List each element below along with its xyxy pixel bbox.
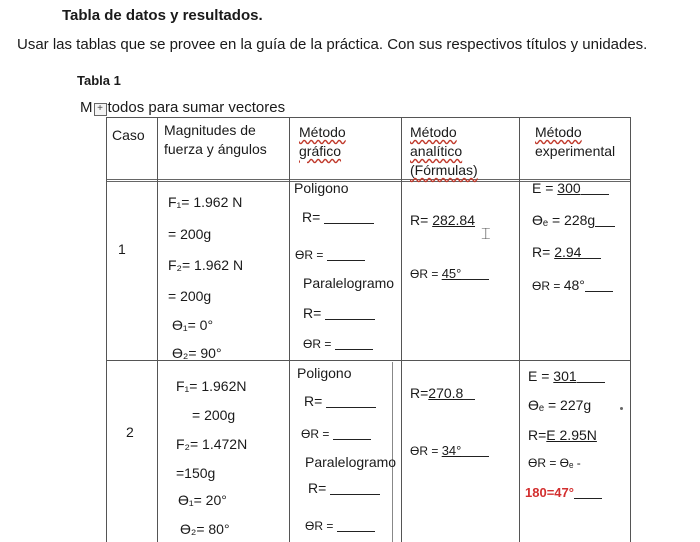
row2-grafico-theta2-label: ϴR =	[305, 519, 334, 533]
header-analitico-line3: (Fórmulas)	[410, 162, 478, 178]
row1-grafico-poligono: Poligono	[294, 180, 349, 196]
row1-analitico-r	[410, 212, 475, 228]
document-title: Tabla de datos y resultados.	[62, 7, 263, 24]
row2-grafico-paralelogramo: Paralelogramo	[305, 454, 397, 470]
row2-analitico-theta-label: ϴR =	[410, 444, 439, 458]
row2-exp-theta: ϴR = ϴₑ -	[528, 456, 581, 470]
row2-magnitude-4: =150g	[176, 465, 216, 481]
row1-exp-e-value: 300	[557, 180, 581, 196]
row2-exp-e	[528, 368, 605, 384]
row1-grafico-r2	[303, 305, 375, 321]
header-magnitudes-line2: fuerza y ángulos	[164, 141, 267, 157]
row1-caso: 1	[118, 241, 126, 257]
table-move-handle-icon[interactable]: +	[94, 103, 107, 116]
row1-grafico-r-label: R=	[302, 209, 321, 225]
row2-exp-r-value: E 2.95N	[546, 427, 597, 443]
table-col-divider-4	[519, 117, 520, 542]
row2-grafico-theta2-blank[interactable]	[337, 519, 375, 532]
row1-exp-e-label: E =	[532, 180, 554, 196]
row1-grafico-theta2-label: ϴR =	[303, 337, 332, 351]
row1-analitico-theta-value: 45°	[441, 266, 462, 281]
row2-grafico-poligono: Poligono	[297, 365, 352, 381]
row2-exp-e-value: 301	[553, 368, 577, 384]
row1-analitico-theta-blank[interactable]	[461, 267, 489, 280]
row1-grafico-theta2	[303, 337, 373, 351]
instructions-text: Usar las tablas que se provee en la guía de la práctica. Con sus respectivos títulos y unidades.	[17, 36, 648, 53]
row1-grafico-theta	[295, 248, 365, 262]
row1-grafico-r-blank[interactable]	[324, 211, 374, 224]
row2-exp-extra-blank[interactable]	[574, 486, 602, 499]
row2-grafico-theta-label: ϴR =	[301, 427, 330, 441]
text-cursor-icon: ⌶	[481, 226, 491, 243]
header-experimental-line2: experimental	[535, 143, 616, 159]
table-inner-divider	[392, 362, 393, 542]
table-col-divider-2	[289, 117, 290, 542]
row1-analitico-r-label: R=	[410, 212, 429, 228]
row1-magnitude-1: F₁= 1.962 N	[168, 194, 243, 210]
caption-prefix: M	[80, 99, 93, 116]
row2-magnitude-1: F₁= 1.962N	[176, 378, 247, 394]
row1-magnitude-5: ϴ₁= 0°	[172, 317, 214, 333]
row2-magnitude-3: F₂= 1.472N	[176, 436, 248, 452]
row2-exp-theta-e: ϴₑ = 227g	[528, 397, 592, 413]
row2-grafico-r-blank[interactable]	[326, 395, 376, 408]
row1-grafico-theta-blank[interactable]	[327, 248, 365, 261]
row2-grafico-r2-label: R=	[308, 480, 327, 496]
row1-analitico-theta-label: ϴR =	[410, 267, 439, 281]
row2-analitico-r	[410, 385, 475, 401]
row2-exp-extra	[525, 485, 602, 500]
row2-exp-r	[528, 427, 597, 443]
row1-exp-theta-value: 48°	[563, 277, 585, 293]
row1-exp-theta-e-text: ϴₑ = 228g	[532, 212, 596, 228]
row1-grafico-r2-blank[interactable]	[325, 307, 375, 320]
row2-grafico-theta2	[305, 519, 375, 533]
row2-analitico-theta	[410, 443, 489, 458]
row2-caso: 2	[126, 424, 134, 440]
row1-magnitude-3: F₂= 1.962 N	[168, 257, 244, 273]
row2-analitico-theta-blank[interactable]	[461, 444, 489, 457]
header-caso: Caso	[112, 127, 145, 143]
row2-exp-extra-text: 180=47°	[525, 485, 574, 500]
row2-exp-r-label: R=	[528, 427, 547, 443]
row1-exp-theta-blank[interactable]	[585, 279, 613, 292]
stray-dot	[620, 407, 623, 410]
row2-grafico-r2	[308, 480, 380, 496]
row1-grafico-theta2-blank[interactable]	[335, 337, 373, 350]
header-grafico-line2: gráfico	[299, 143, 342, 159]
row1-exp-theta	[532, 277, 613, 293]
row1-grafico-r2-label: R=	[303, 305, 322, 321]
row2-analitico-r-value: 270.8	[428, 385, 464, 401]
table-left-border	[106, 117, 107, 542]
header-magnitudes-line1: Magnitudes de	[164, 122, 256, 138]
row1-grafico-r	[302, 209, 374, 225]
row1-magnitude-2: = 200g	[168, 226, 212, 242]
header-analitico-line2: analítico	[410, 143, 463, 159]
row1-exp-r-value: 2.94	[554, 244, 582, 260]
row1-grafico-theta-label: ϴR =	[295, 248, 324, 262]
row2-magnitude-2: = 200g	[192, 407, 236, 423]
row1-magnitude-4: = 200g	[168, 288, 212, 304]
row1-exp-e-blank[interactable]	[581, 182, 609, 195]
row1-analitico-theta	[410, 266, 489, 281]
row2-grafico-r-label: R=	[304, 393, 323, 409]
row2-exp-e-label: E =	[528, 368, 550, 384]
header-experimental-line1: Método	[535, 124, 582, 140]
row1-exp-r-blank[interactable]	[581, 246, 601, 259]
row2-grafico-theta	[301, 427, 371, 441]
header-grafico-line1: Método	[299, 124, 346, 140]
table-col-divider-1	[157, 117, 158, 542]
header-analitico-line1: Método	[410, 124, 457, 140]
row1-analitico-r-value: 282.84	[432, 212, 476, 228]
table-caption	[80, 99, 285, 116]
caption-suffix: todos para sumar vectores	[107, 99, 286, 116]
row1-exp-theta-e	[532, 212, 615, 228]
row2-grafico-r	[304, 393, 376, 409]
table-right-border	[630, 117, 631, 542]
row1-grafico-paralelogramo: Paralelogramo	[303, 275, 395, 291]
row2-magnitude-5: ϴ₁= 20°	[178, 492, 227, 508]
row2-analitico-r-label: R=	[410, 385, 429, 401]
row1-exp-e	[532, 180, 609, 196]
row1-exp-r	[532, 244, 601, 260]
table-top-border	[106, 117, 630, 118]
row2-grafico-r2-blank[interactable]	[330, 482, 380, 495]
row1-exp-r-label: R=	[532, 244, 551, 260]
row2-magnitude-6: ϴ₂= 80°	[180, 521, 230, 537]
row2-grafico-theta-blank[interactable]	[333, 427, 371, 440]
row1-magnitude-6: ϴ₂= 90°	[172, 345, 222, 361]
row2-analitico-r-blank[interactable]	[463, 387, 475, 400]
row1-exp-theta-label: ϴR =	[532, 279, 564, 293]
table-col-divider-3	[401, 117, 402, 542]
row1-exp-theta-e-blank[interactable]	[595, 214, 615, 227]
row2-analitico-theta-value: 34°	[441, 443, 462, 458]
table-label: Tabla 1	[77, 73, 121, 88]
row2-exp-e-blank[interactable]	[577, 370, 605, 383]
